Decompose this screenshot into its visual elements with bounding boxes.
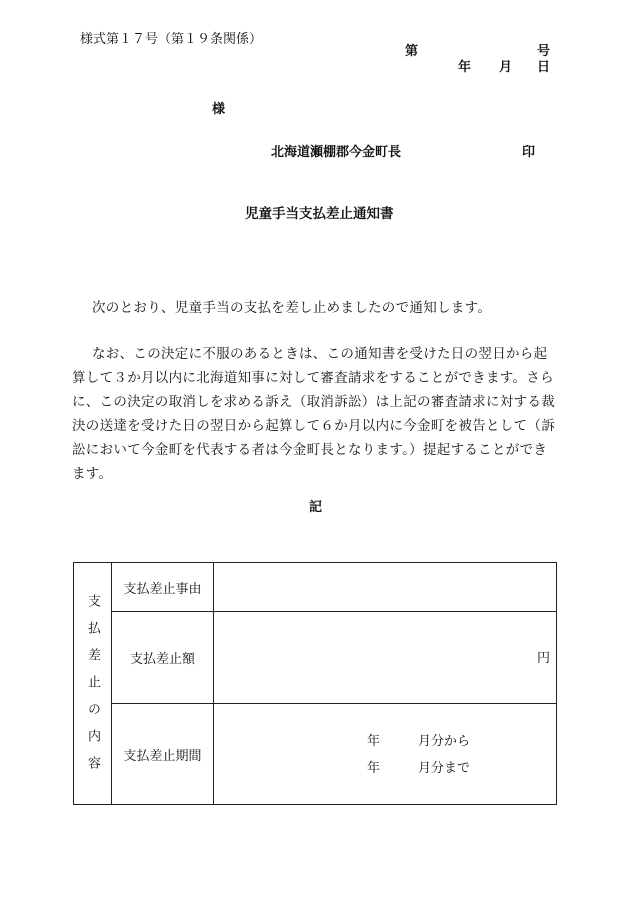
body-paragraph-1: 次のとおり、児童手当の支払を差し止めましたので通知します。 xyxy=(92,300,492,316)
addressee-suffix: 様 xyxy=(212,102,226,117)
date-year: 年 xyxy=(458,60,472,75)
side-label: 支払差止の内容 xyxy=(74,563,112,805)
row-value-amount xyxy=(214,612,557,704)
period-to-month: 月分まで xyxy=(418,761,471,776)
document-title: 児童手当支払差止通知書 xyxy=(245,206,394,222)
row-label-period: 支払差止期間 xyxy=(112,704,214,805)
period-from-year: 年 xyxy=(367,734,381,749)
form-number: 様式第１７号（第１９条関係） xyxy=(80,32,263,47)
row-value-period xyxy=(214,704,557,805)
sender: 北海道瀬棚郡今金町長 xyxy=(271,145,402,160)
seal-mark: 印 xyxy=(522,145,536,160)
ki-heading: 記 xyxy=(309,500,323,515)
details-table xyxy=(73,562,557,805)
body-paragraph-2: なお、この決定に不服のあるときは、この通知書を受けた日の翌日から起算して３か月以内に北海道知事に対して審査請求をすることができます。さらに、この決定の取消しを求める訴え（取消訴訟）は上記の審査請求に対する裁決の送達を受けた日の翌日から起算して６か月以内に今金町を被告として（訴訟において今金町を代表する者は今金町長となります。）提起することができます。 xyxy=(72,346,555,482)
doc-number-suffix: 号 xyxy=(537,44,551,59)
period-from-month: 月分から xyxy=(418,734,471,749)
row-label-reason: 支払差止事由 xyxy=(112,563,214,612)
row-label-amount: 支払差止額 xyxy=(112,612,214,704)
period-to-year: 年 xyxy=(367,761,381,776)
row-value-reason xyxy=(214,563,557,612)
doc-number-prefix: 第 xyxy=(405,44,419,59)
date-month: 月 xyxy=(499,60,513,75)
date-day: 日 xyxy=(537,60,551,75)
amount-unit: 円 xyxy=(536,651,550,666)
